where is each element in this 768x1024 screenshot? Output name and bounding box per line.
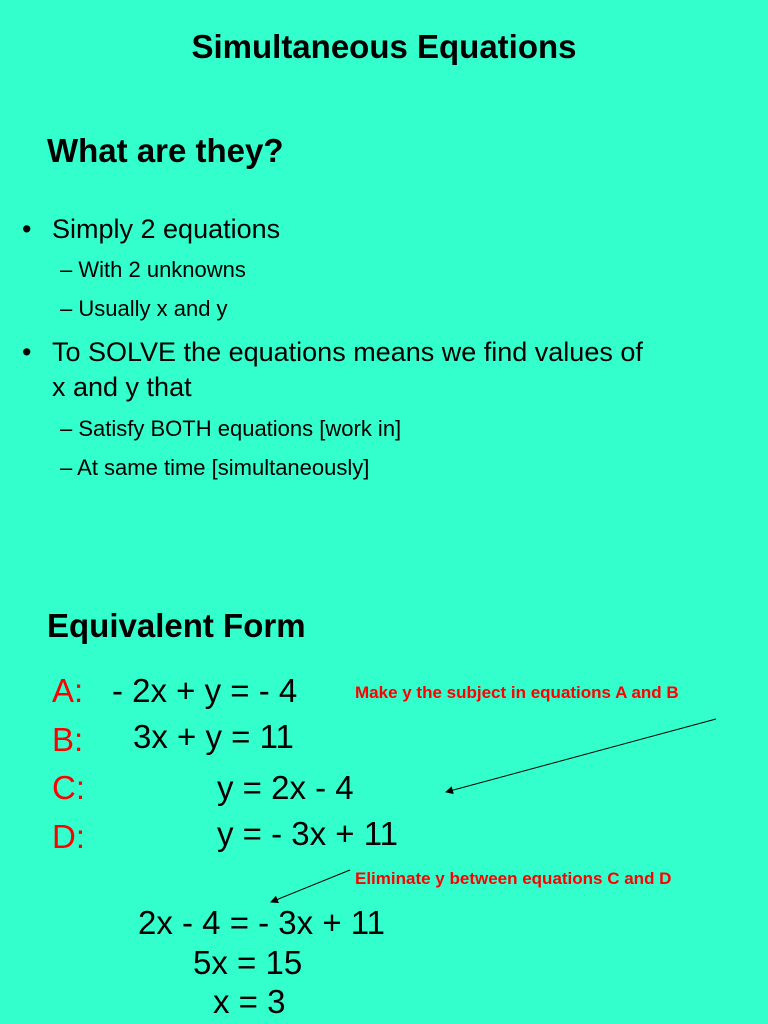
note-make-y-subject: Make y the subject in equations A and B (355, 683, 679, 702)
heading-equivalent-form: Equivalent Form (47, 607, 306, 644)
bullet-dot: • (22, 337, 32, 367)
equation-label-d: D: (52, 818, 85, 855)
arrow-to-solution (271, 870, 350, 902)
bullet-simply-2-equations: Simply 2 equations (52, 214, 281, 244)
solution-step-3: x = 3 (213, 983, 286, 1020)
dash-glyph: – (60, 257, 73, 282)
note-eliminate-y: Eliminate y between equations C and D (355, 869, 672, 888)
solution-step-1: 2x - 4 = - 3x + 11 (138, 904, 386, 941)
equation-label-b: B: (52, 721, 84, 758)
sub-bullet-text: Satisfy BOTH equations [work in] (78, 416, 402, 441)
sub-bullet-text: Usually x and y (78, 296, 228, 321)
bullet-to-solve-line2: x and y that (52, 372, 192, 402)
arrow-to-equation-c (446, 719, 716, 792)
dash-glyph: – (60, 455, 73, 480)
dash-glyph: – (60, 296, 73, 321)
dash-glyph: – (60, 416, 73, 441)
equation-label-a: A: (52, 672, 84, 709)
heading-what-are-they: What are they? (47, 132, 284, 169)
solution-step-2: 5x = 15 (193, 944, 303, 981)
equation-b: 3x + y = 11 (133, 718, 294, 755)
equation-d: y = - 3x + 11 (217, 815, 398, 852)
bullet-to-solve-line1: To SOLVE the equations means we find values of (52, 337, 643, 367)
slide-title: Simultaneous Equations (191, 28, 577, 65)
equation-c: y = 2x - 4 (217, 769, 354, 806)
sub-bullet-text: At same time [simultaneously] (77, 455, 370, 480)
equation-label-c: C: (52, 769, 85, 806)
equation-a: - 2x + y = - 4 (112, 672, 298, 709)
bullet-dot: • (22, 214, 32, 244)
sub-bullet-text: With 2 unknowns (78, 257, 246, 282)
